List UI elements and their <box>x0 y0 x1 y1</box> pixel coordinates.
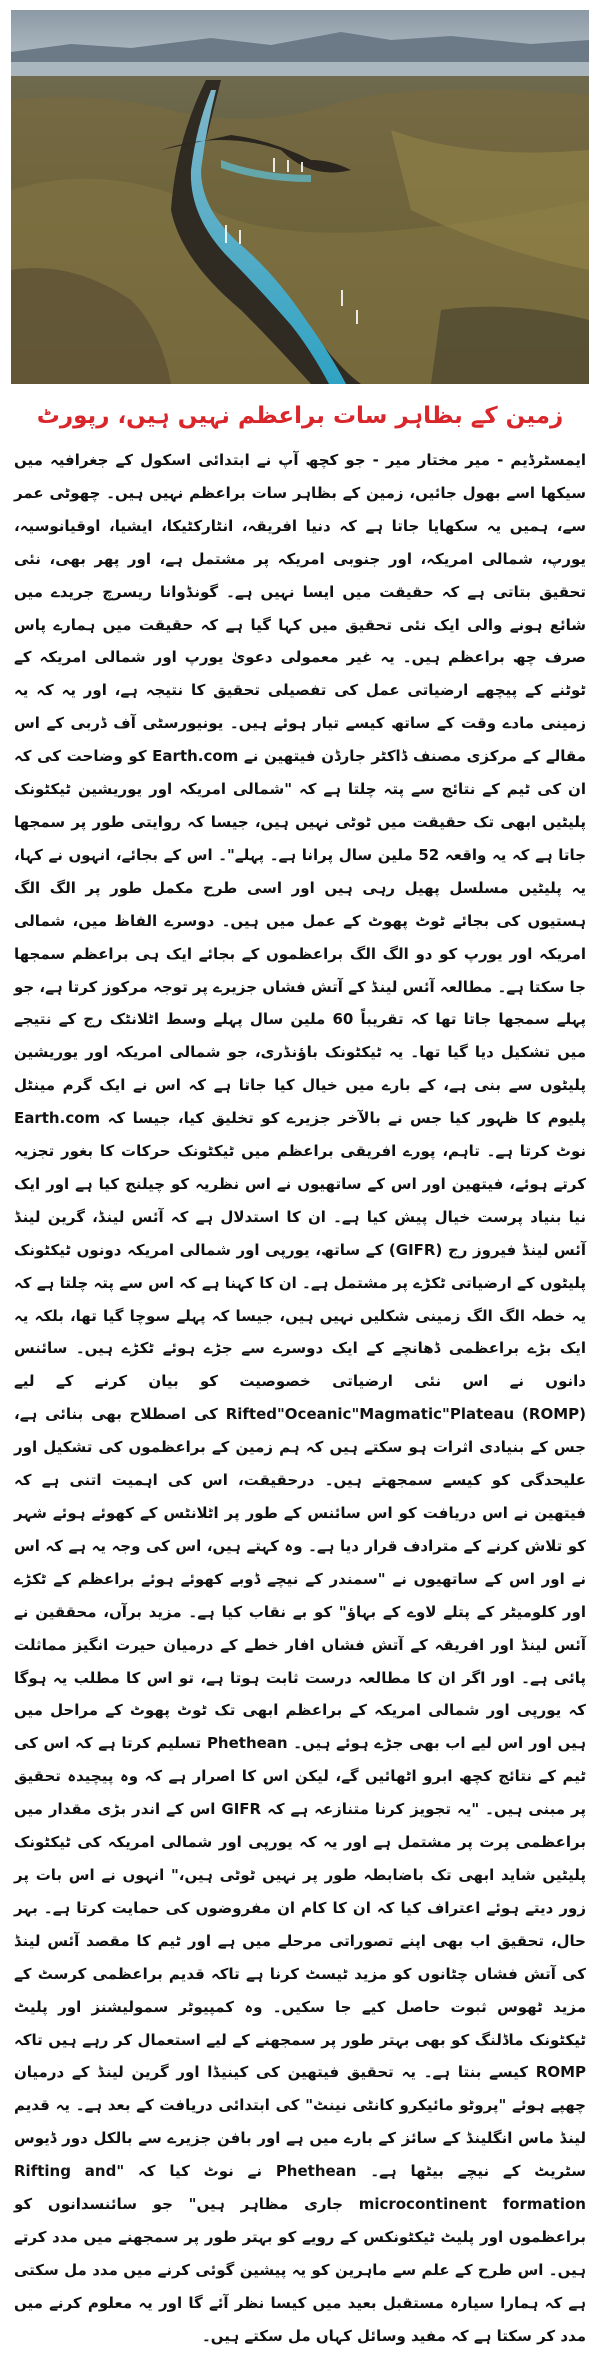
article-body <box>13 444 587 2345</box>
article-photo <box>11 10 589 384</box>
article-body-text: ایمسٹرڈیم - میر مختار میر - جو کچھ آپ نے ابتدائی اسکول کے جغرافیہ میں سیکھا اسے بھول جائیں، زمین کے بظاہر سات براعظم نہیں ہیں۔ چھوٹی عمر سے، ہمیں یہ سکھایا جاتا ہے کہ دنیا افریقہ، انٹارکٹیکا، ایشیا، اوقیانوسیہ، یورپ، شمالی امریکہ، اور جنوبی امریکہ پر مشتمل ہے، اور پھر بھی، نئی تحقیق بتاتی ہے کہ حقیقت میں ایسا نہیں ہے۔ گونڈوانا ریسرچ جریدے میں شائع ہونے والی ایک نئی تحقیق میں کہا گیا ہے کہ حقیقت میں ہمارے پاس صرف چھ براعظم ہیں۔ یہ غیر معمولی دعویٰ یورپ اور شمالی امریکہ کے ٹوٹنے کے پیچھے ارضیاتی عمل کی تفصیلی تحقیق کا نتیجہ ہے، اور یہ کہ یہ زمینی مادے وقت کے ساتھ کیسے تیار ہوئے ہیں۔ یونیورسٹی آف ڈربی کے اس مقالے کے مرکزی مصنف ڈاکٹر جارڈن فیتھین نے Earth.com کو وضاحت کی کہ ان کی ٹیم کے نتائج سے پتہ چلتا ہے کہ "شمالی امریکہ اور یوریشین ٹیکٹونک پلیٹیں ابھی تک حقیقت میں ٹوٹی نہیں ہیں، جیسا کہ روایتی طور پر سمجھا جاتا ہے کہ یہ واقعہ 52 ملین سال پرانا ہے۔ پہلے"۔ اس کے بجائے، انہوں نے کہا، یہ پلیٹیں مسلسل پھیل رہی ہیں اور اسی طرح مکمل طور پر الگ الگ ہستیوں کی بجائے ٹوٹ پھوٹ کے عمل میں ہیں۔ دوسرے الفاظ میں، شمالی امریکہ اور یورپ کو دو الگ الگ براعظموں کے بجائے ایک ہی براعظم سمجھا جا سکتا ہے۔ مطالعہ آئس لینڈ کے آتش فشاں جزیرے پر توجہ مرکوز کرتا ہے، جو پہلے سمجھا جاتا تھا کہ تقریباً 60 ملین سال پہلے وسط اٹلانٹک رج کے نتیجے میں تشکیل دیا گیا تھا۔ یہ ٹیکٹونک باؤنڈری، جو شمالی امریکہ اور یوریشین پلیٹوں سے بنی ہے، کے بارے میں خیال کیا جاتا ہے کہ اس نے ایک گرم مینٹل پلیوم کا ظہور کیا جس نے بالآخر جزیرے کو تخلیق کیا، جیسا کہ Earth.com نوٹ کرتا ہے۔ تاہم، پورے افریقی براعظم میں ٹیکٹونک حرکات کا بغور تجزیہ کرتے ہوئے، فیتھین اور اس کے ساتھیوں نے اس نظریہ کو چیلنج کیا ہے اور ایک نیا بنیاد پرست خیال پیش کیا ہے۔ ان کا استدلال ہے کہ آئس لینڈ، گرین لینڈ آئس لینڈ فیروز رج (GIFR) کے ساتھ، یورپی اور شمالی امریکہ دونوں ٹیکٹونک پلیٹوں کے ارضیاتی ٹکڑے پر مشتمل ہے۔ ان کا کہنا ہے کہ اس سے پتہ چلتا ہے کہ یہ خطہ الگ الگ زمینی شکلیں نہیں ہیں، جیسا کہ پہلے سوچا گیا تھا، بلکہ یہ ایک بڑے براعظمی ڈھانچے کے ایک دوسرے سے جڑے ہوئے ٹکڑے ہیں۔ سائنس دانوں نے اس نئی ارضیاتی خصوصیت کو بیان کرنے کے لیے Rifted"Oceanic"Magmatic"Plateau (ROMP) کی اصطلاح بھی بنائی ہے، جس کے بنیادی اثرات ہو سکتے ہیں کہ ہم زمین کے براعظموں کی تشکیل اور علیحدگی کو کیسے سمجھتے ہیں۔ درحقیقت، اس کی اہمیت اتنی ہے کہ فیتھین نے اس دریافت کو اس سائنس کے طور پر اٹلانٹس کے کھوئے ہوئے شہر کو تلاش کرنے کے مترادف قرار دیا ہے۔ وہ کہتے ہیں، اس کی وجہ یہ ہے کہ اس نے اور اس کے ساتھیوں نے "سمندر کے نیچے ڈوبے کھوئے ہوئے براعظم کے ٹکڑے اور کلومیٹر کے پتلے لاوے کے بہاؤ" کو بے نقاب کیا ہے۔ مزید برآں، محققین نے آئس لینڈ اور افریقہ کے آتش فشاں افار خطے کے درمیان حیرت انگیز مماثلت پائی ہے۔ اور اگر ان کا مطالعہ درست ثابت ہوتا ہے، تو اس کا مطلب یہ ہوگا کہ یورپی اور شمالی امریکہ کے براعظم ابھی تک ٹوٹ پھوٹ کے مراحل میں ہیں اور اس لیے اب بھی جڑے ہوئے ہیں۔ Phethean تسلیم کرتا ہے کہ اس کی ٹیم کے نتائج کچھ ابرو اٹھائیں گے، لیکن اس کا اصرار ہے کہ وہ پیچیدہ تحقیق پر مبنی ہیں۔ "یہ تجویز کرنا متنازعہ ہے کہ GIFR اس کے اندر بڑی مقدار میں براعظمی پرت پر مشتمل ہے اور یہ کہ یورپی اور شمالی امریکہ کی ٹیکٹونک پلیٹیں شاید ابھی تک باضابطہ طور پر نہیں ٹوٹی ہیں،" انہوں نے اس بات پر زور دیتے ہوئے اعتراف کیا کہ ان کا کام ان مفروضوں کی حمایت کرتا ہے۔ بہر حال، تحقیق اب بھی اپنے تصوراتی مرحلے میں ہے اور ٹیم کا مقصد آئس لینڈ کی آتش فشاں چٹانوں کو مزید ٹیسٹ کرنا ہے تاکہ قدیم براعظمی کرسٹ کے مزید ٹھوس ثبوت حاصل کیے جا سکیں۔ وہ کمپیوٹر سمولیشنز اور پلیٹ ٹیکٹونک ماڈلنگ کو بھی بہتر طور پر سمجھنے کے لیے استعمال کر رہے ہیں تاکہ ROMP کیسے بنتا ہے۔ یہ تحقیق فیتھین کی کینیڈا اور گرین لینڈ کے درمیان چھپے ہوئے "پروٹو مائیکرو کانٹی نینٹ" کی ابتدائی دریافت کے بعد ہے۔ یہ قدیم لینڈ ماس انگلینڈ کے سائز کے بارے میں ہے اور بافن جزیرے سے بالکل دور ڈیوس سٹریٹ کے نیچے بیٹھا ہے۔ Phethean نے نوٹ کیا کہ "Rifting and microcontinent formation جاری مظاہر ہیں" جو سائنسدانوں کو براعظموں اور پلیٹ ٹیکٹونکس کے رویے کو بہتر طور پر سمجھنے میں مدد کرتے ہیں۔ اس طرح کے علم سے ماہرین کو یہ پیشین گوئی کرنے میں مدد مل سکتی ہے کہ ہمارا سیارہ مستقبل بعید میں کیسا نظر آئے گا اور یہ معلوم کرنے میں مدد کر سکتا ہے کہ مفید وسائل کہاں مل سکتے ہیں۔ <box>13 451 587 2345</box>
canyon-landscape-image <box>11 10 589 384</box>
article-headline: زمین کے بظاہر سات براعظم نہیں ہیں، رپورٹ <box>36 403 564 429</box>
